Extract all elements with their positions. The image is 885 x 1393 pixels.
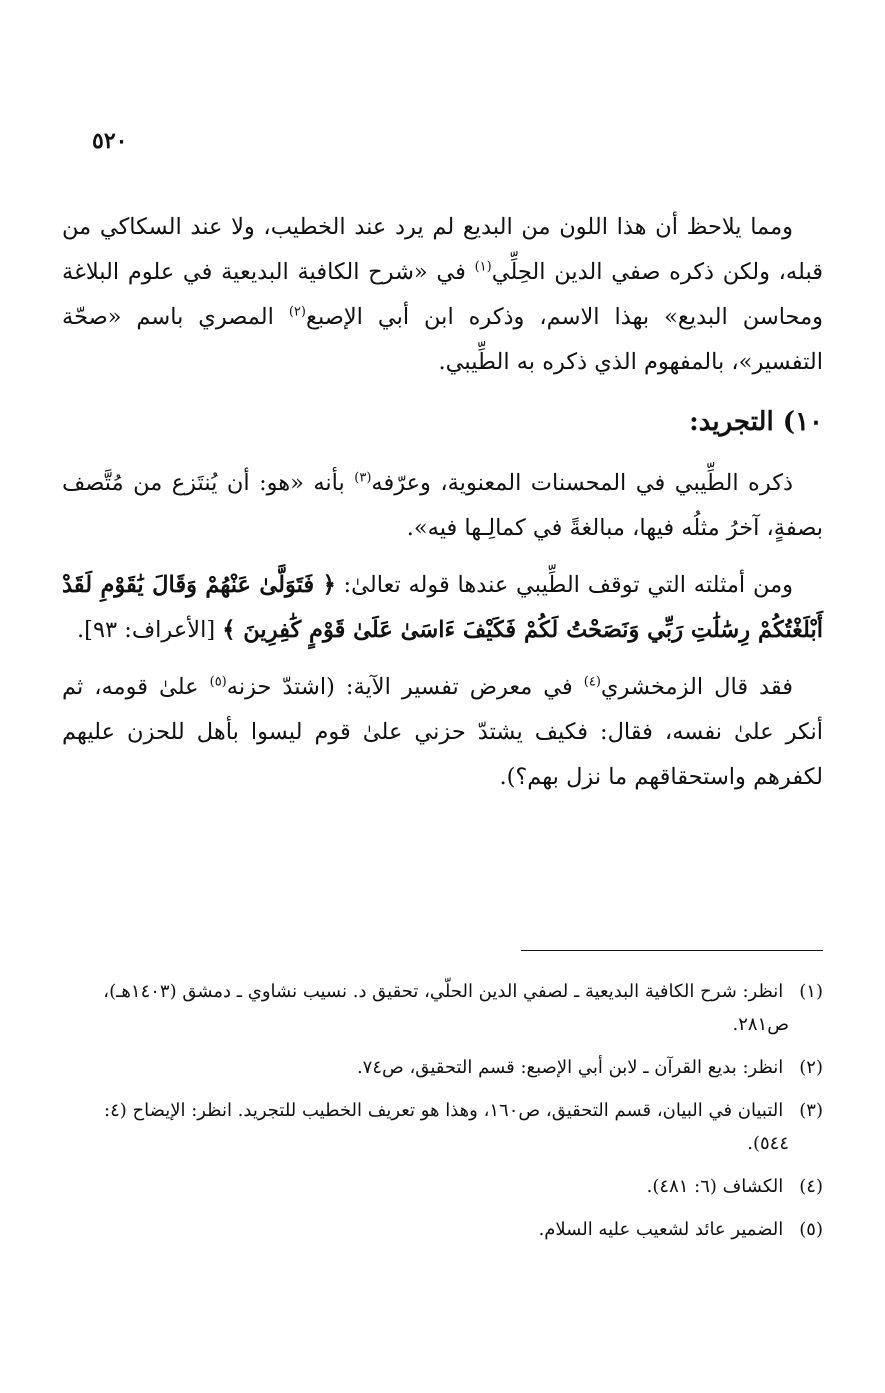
- footnote-text: انظر: بديع القرآن ـ لابن أبي الإصبع: قسم التحقيق، ص٧٤.: [356, 1057, 784, 1078]
- footnote-number: (٢): [799, 1057, 823, 1078]
- footnote-5: [62, 1213, 823, 1246]
- footnote-ref-5[interactable]: (٥): [209, 674, 227, 690]
- footnote-ref-4[interactable]: (٤): [583, 674, 601, 690]
- footnote-ref-1[interactable]: (١): [474, 259, 492, 275]
- paragraph-1-text-a: ومما يلاحظ أن هذا اللون من البديع لم يرد عند الخطيب، ولا عند السكاكي من قبله، ولكن ذكره صفي الدين الحِلِّي: [62, 214, 823, 285]
- paragraph-3-intro: ومن أمثلته التي توقف الطِّيبي عندها قوله تعالىٰ:: [335, 572, 793, 598]
- footnote-number: (٥): [799, 1219, 823, 1240]
- main-text: [62, 205, 823, 800]
- paragraph-2: [62, 461, 823, 551]
- footnote-3: [62, 1094, 823, 1160]
- paragraph-1-text-b: في «شرح الكافية البديعية في علوم البلاغة ومحاسن البديع» بهذا الاسم، وذكره ابن أبي الإصبع: [62, 259, 823, 330]
- footnote-text: التبيان في البيان، قسم التحقيق، ص١٦٠، وهذا هو تعريف الخطيب للتجريد. انظر: الإيضاح (٤: ٥٤٤).: [103, 1100, 789, 1154]
- paragraph-2-text-b: بأنه «هو: أن يُنتَزع من مُتَّصف بصفةٍ، آخرُ مثلُه فيها، مبالغةً في كمالِـها فيه».: [62, 470, 823, 541]
- paragraph-4-text-a: فقد قال الزمخشري: [600, 674, 794, 700]
- footnote-ref-2[interactable]: (٢): [288, 304, 306, 320]
- footnote-text: الكشاف (٦: ٤٨١).: [646, 1176, 784, 1197]
- footnotes-list: [62, 975, 823, 1256]
- footnote-2: [62, 1051, 823, 1084]
- footnote-divider: [521, 950, 823, 951]
- page-number: ٥٢٠: [92, 128, 128, 154]
- paragraph-1-text-c: المصري باسم «صحّة التفسير»، بالمفهوم الذي ذكره به الطِّيبي.: [62, 304, 823, 375]
- section-heading: ١٠) التجريد:: [689, 407, 823, 437]
- footnote-number: (٣): [799, 1100, 823, 1121]
- footnote-4: [62, 1170, 823, 1203]
- footnote-text: انظر: شرح الكافية البديعية ـ لصفي الدين الحلّي، تحقيق د. نسيب نشاوي ـ دمشق (١٤٠٣هـ)، ص٢٨١.: [103, 981, 789, 1035]
- paragraph-2-text-a: ذكره الطِّيبي في المحسنات المعنوية، وعرّفه: [371, 470, 793, 496]
- footnote-text: الضمير عائد لشعيب عليه السلام.: [538, 1219, 784, 1240]
- paragraph-3: [62, 563, 823, 653]
- footnote-number: (٤): [799, 1176, 823, 1197]
- verse-citation: [الأعراف: ٩٣].: [77, 617, 223, 643]
- paragraph-4-text-b: في معرض تفسير الآية: (اشتدّ حزنه: [226, 674, 584, 700]
- paragraph-1: [62, 205, 823, 385]
- footnote-ref-3[interactable]: (٣): [354, 470, 372, 486]
- paragraph-4-text-c: علىٰ قومه، ثم أنكر علىٰ نفسه، فقال: فكيف يشتدّ حزني علىٰ قوم ليسوا بأهل للحزن عليهم لكفرهم واستحقاقهم ما نزل بهم؟).: [62, 674, 823, 790]
- footnote-number: (١): [799, 981, 823, 1002]
- paragraph-4: [62, 665, 823, 800]
- footnote-1: [62, 975, 823, 1041]
- quran-verse: ﴿ فَتَوَلَّىٰ عَنْهُمْ وَقَالَ يَٰقَوْمِ لَقَدْ أَبْلَغْتُكُمْ رِسَٰلَٰتِ رَبِّي وَنَصَحْتُ لَكُمْ فَكَيْفَ ءَاسَىٰ عَلَىٰ قَوْمٍ كَٰفِرِينَ ﴾: [62, 572, 823, 643]
